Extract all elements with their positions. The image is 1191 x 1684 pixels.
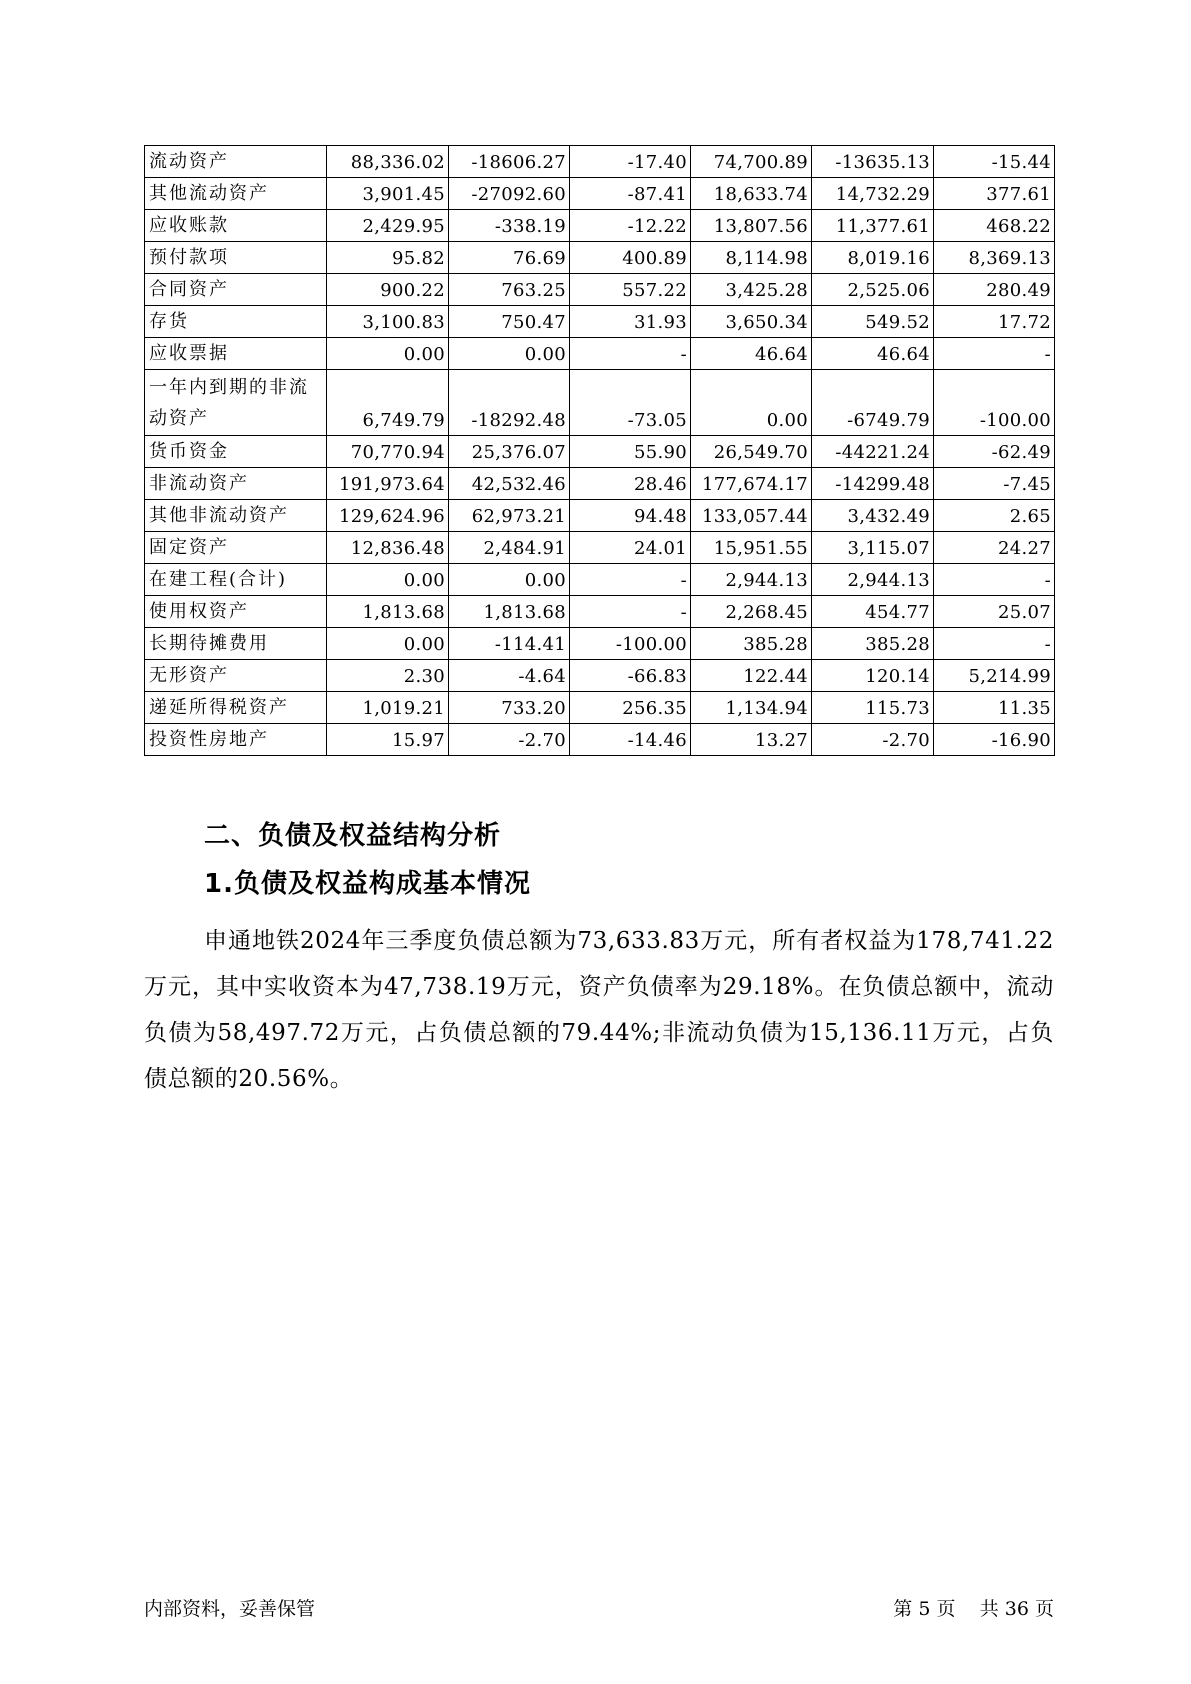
table-cell: -44221.24	[812, 436, 934, 468]
row-label: 无形资产	[145, 660, 327, 692]
table-cell: 1,019.21	[327, 692, 449, 724]
table-cell: -73.05	[570, 370, 691, 436]
table-cell: 28.46	[570, 468, 691, 500]
total-pages: 36	[1004, 1598, 1029, 1620]
table-cell: 76.69	[449, 242, 570, 274]
row-label: 使用权资产	[145, 596, 327, 628]
row-label: 合同资产	[145, 274, 327, 306]
table-row	[145, 146, 1055, 178]
table-row	[145, 274, 1055, 306]
row-label: 固定资产	[145, 532, 327, 564]
table-cell: -12.22	[570, 210, 691, 242]
table-cell: 2,429.95	[327, 210, 449, 242]
page-number: 5	[918, 1598, 931, 1620]
sub-heading: 1.负债及权益构成基本情况	[204, 869, 531, 899]
table-cell: 2,944.13	[691, 564, 812, 596]
table-cell: 0.00	[691, 370, 812, 436]
table-cell: 177,674.17	[691, 468, 812, 500]
table-cell: -2.70	[449, 724, 570, 756]
table-cell: 94.48	[570, 500, 691, 532]
row-label: 应收票据	[145, 338, 327, 370]
table-cell: -18292.48	[449, 370, 570, 436]
footer-confidential: 内部资料，妥善保管	[144, 1598, 316, 1620]
table-cell: 122.44	[691, 660, 812, 692]
table-cell: 2,484.91	[449, 532, 570, 564]
table-cell: 377.61	[934, 178, 1055, 210]
table-cell: -	[934, 338, 1055, 370]
table-cell: 400.89	[570, 242, 691, 274]
table-cell: -18606.27	[449, 146, 570, 178]
table-cell: 8,019.16	[812, 242, 934, 274]
table-cell: 18,633.74	[691, 178, 812, 210]
table-cell: 2.65	[934, 500, 1055, 532]
table-cell: 31.93	[570, 306, 691, 338]
table-cell: 46.64	[812, 338, 934, 370]
table-cell: 17.72	[934, 306, 1055, 338]
table-row	[145, 178, 1055, 210]
row-label: 非流动资产	[145, 468, 327, 500]
table-cell: 14,732.29	[812, 178, 934, 210]
table-cell: 3,100.83	[327, 306, 449, 338]
table-cell: 26,549.70	[691, 436, 812, 468]
row-label: 应收账款	[145, 210, 327, 242]
table-cell: -87.41	[570, 178, 691, 210]
table-cell: 129,624.96	[327, 500, 449, 532]
table-cell: 62,973.21	[449, 500, 570, 532]
table-cell: 1,813.68	[449, 596, 570, 628]
table-row	[145, 306, 1055, 338]
table-cell: 385.28	[812, 628, 934, 660]
table-cell: 1,134.94	[691, 692, 812, 724]
table-row	[145, 628, 1055, 660]
table-cell: 3,650.34	[691, 306, 812, 338]
table-row	[145, 436, 1055, 468]
table-cell: -100.00	[570, 628, 691, 660]
table-cell: 95.82	[327, 242, 449, 274]
table-cell: 133,057.44	[691, 500, 812, 532]
table-cell: 454.77	[812, 596, 934, 628]
table-cell: 24.01	[570, 532, 691, 564]
table-cell: 8,114.98	[691, 242, 812, 274]
table-cell: -4.64	[449, 660, 570, 692]
table-cell: -62.49	[934, 436, 1055, 468]
table-cell: 13.27	[691, 724, 812, 756]
table-cell: 13,807.56	[691, 210, 812, 242]
table-row	[145, 468, 1055, 500]
table-cell: -7.45	[934, 468, 1055, 500]
table-cell: -16.90	[934, 724, 1055, 756]
table-cell: 74,700.89	[691, 146, 812, 178]
table-cell: 2,268.45	[691, 596, 812, 628]
table-cell: 115.73	[812, 692, 934, 724]
table-cell: 557.22	[570, 274, 691, 306]
table-cell: 900.22	[327, 274, 449, 306]
row-label: 其他非流动资产	[145, 500, 327, 532]
table-row	[145, 532, 1055, 564]
body-paragraph: 申通地铁2024年三季度负债总额为73,633.83万元，所有者权益为178,741.22万元，其中实收资本为47,738.19万元，资产负债率为29.18%。在负债总额中，流动负债为58,497.72万元，占负债总额的79.44%;非流动负债为15,136.11万元，占负债总额的20.56%。	[144, 928, 1054, 1092]
table-cell: 88,336.02	[327, 146, 449, 178]
row-label: 其他流动资产	[145, 178, 327, 210]
table-cell: -66.83	[570, 660, 691, 692]
table-cell: -	[934, 564, 1055, 596]
table-cell: -	[934, 628, 1055, 660]
row-label: 长期待摊费用	[145, 628, 327, 660]
table-cell: 11,377.61	[812, 210, 934, 242]
table-cell: 385.28	[691, 628, 812, 660]
table-cell: 0.00	[449, 564, 570, 596]
table-cell: 2.30	[327, 660, 449, 692]
row-label: 递延所得税资产	[145, 692, 327, 724]
table-body	[145, 146, 1055, 756]
table-cell: 0.00	[327, 628, 449, 660]
table-cell: 120.14	[812, 660, 934, 692]
table-cell: 5,214.99	[934, 660, 1055, 692]
page-prefix: 第	[893, 1598, 913, 1620]
table-cell: 750.47	[449, 306, 570, 338]
row-label: 存货	[145, 306, 327, 338]
table-cell: 2,525.06	[812, 274, 934, 306]
table-cell: 3,115.07	[812, 532, 934, 564]
table-cell: -338.19	[449, 210, 570, 242]
table-row	[145, 596, 1055, 628]
table-cell: 3,432.49	[812, 500, 934, 532]
table-cell: 1,813.68	[327, 596, 449, 628]
table-row	[145, 660, 1055, 692]
table-cell: 0.00	[327, 338, 449, 370]
table-row	[145, 338, 1055, 370]
table-row	[145, 564, 1055, 596]
table-cell: -114.41	[449, 628, 570, 660]
table-cell: 70,770.94	[327, 436, 449, 468]
table-cell: 0.00	[327, 564, 449, 596]
table-cell: 256.35	[570, 692, 691, 724]
table-cell: -	[570, 564, 691, 596]
table-cell: 42,532.46	[449, 468, 570, 500]
table-cell: 191,973.64	[327, 468, 449, 500]
table-cell: -14299.48	[812, 468, 934, 500]
table-cell: 549.52	[812, 306, 934, 338]
table-cell: -100.00	[934, 370, 1055, 436]
row-label: 货币资金	[145, 436, 327, 468]
table-cell: -6749.79	[812, 370, 934, 436]
table-cell: 12,836.48	[327, 532, 449, 564]
table-cell: 55.90	[570, 436, 691, 468]
table-cell: 280.49	[934, 274, 1055, 306]
table-cell: 763.25	[449, 274, 570, 306]
table-row	[145, 370, 1055, 436]
table-cell: -	[570, 338, 691, 370]
table-cell: 46.64	[691, 338, 812, 370]
table-cell: 15,951.55	[691, 532, 812, 564]
table-cell: 733.20	[449, 692, 570, 724]
table-cell: 11.35	[934, 692, 1055, 724]
table-row	[145, 692, 1055, 724]
table-cell: 24.27	[934, 532, 1055, 564]
table-row	[145, 210, 1055, 242]
row-label: 预付款项	[145, 242, 327, 274]
table-row	[145, 500, 1055, 532]
page-suffix: 页	[936, 1598, 956, 1620]
table-cell: -17.40	[570, 146, 691, 178]
table-cell: 15.97	[327, 724, 449, 756]
total-suffix: 页	[1034, 1598, 1054, 1620]
table-cell: 3,901.45	[327, 178, 449, 210]
table-cell: 2,944.13	[812, 564, 934, 596]
asset-change-table	[144, 145, 1055, 756]
table-cell: 0.00	[449, 338, 570, 370]
table-cell: -	[570, 596, 691, 628]
table-cell: 3,425.28	[691, 274, 812, 306]
table-cell: -14.46	[570, 724, 691, 756]
table-cell: 25,376.07	[449, 436, 570, 468]
table-cell: -13635.13	[812, 146, 934, 178]
row-label: 流动资产	[145, 146, 327, 178]
row-label: 投资性房地产	[145, 724, 327, 756]
footer-page-info	[893, 1594, 1054, 1621]
row-label: 一年内到期的非流动资产	[145, 370, 327, 436]
table-cell: 6,749.79	[327, 370, 449, 436]
table-row	[145, 724, 1055, 756]
table-cell: -15.44	[934, 146, 1055, 178]
table-cell: 468.22	[934, 210, 1055, 242]
table-row	[145, 242, 1055, 274]
table-cell: -27092.60	[449, 178, 570, 210]
table-cell: 8,369.13	[934, 242, 1055, 274]
row-label: 在建工程(合计)	[145, 564, 327, 596]
table-cell: 25.07	[934, 596, 1055, 628]
section-heading: 二、负债及权益结构分析	[204, 821, 502, 851]
table-cell: -2.70	[812, 724, 934, 756]
total-prefix: 共	[979, 1598, 999, 1620]
